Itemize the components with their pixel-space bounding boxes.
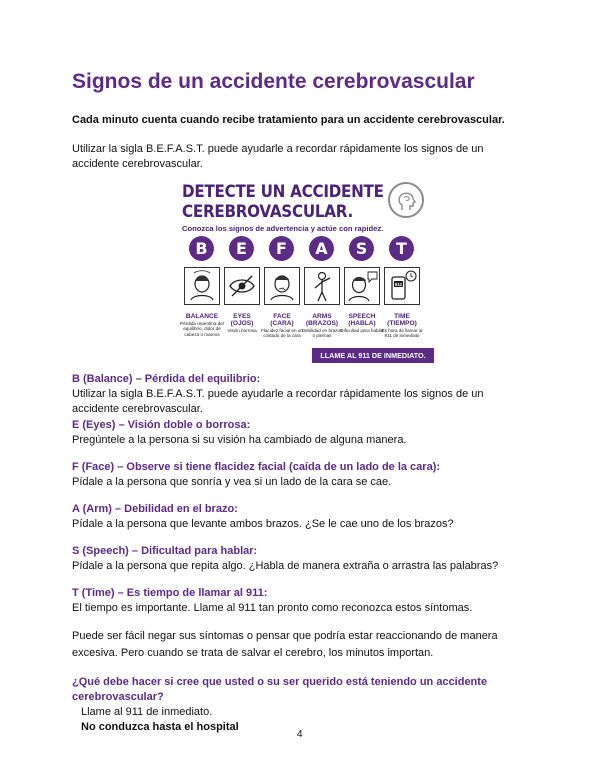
- section-time-body: El tiempo es importante. Llame al 911 tan pronto como reconozca estos síntomas.: [72, 602, 473, 614]
- label-face-en: FACE: [273, 313, 291, 320]
- answer-dont-drive: No conduzca hasta el hospital: [81, 721, 239, 733]
- blurred-eye-icon: [224, 267, 260, 305]
- intro-text: Utilizar la sigla B.E.F.A.S.T. puede ayudarle a recordar rápidamente los signos de un accidente cerebrovascular.: [72, 143, 484, 170]
- label-speech-en: SPEECH: [348, 313, 376, 320]
- label-eyes-en: EYES: [233, 313, 251, 320]
- section-time: [72, 586, 532, 616]
- label-eyes: [222, 313, 262, 327]
- page-title: Signos de un accidente cerebrovascular: [72, 70, 475, 93]
- call-911-banner: LLAME AL 911 DE INMEDIATO.: [312, 348, 434, 363]
- section-speech-body: Pídale a la persona que repita algo. ¿Habla de manera extraña o arrastra las palabras?: [72, 560, 499, 572]
- section-face: [72, 460, 532, 490]
- section-eyes: [72, 418, 532, 448]
- infographic-title: [182, 182, 384, 222]
- letter-b-badge: B: [189, 236, 214, 261]
- label-arms: [302, 313, 342, 327]
- infographic-subtitle: Conozca los signos de advertencia y actúe con rapidez.: [182, 224, 384, 233]
- section-speech-title: S (Speech) – Dificultad para hablar:: [72, 545, 258, 557]
- arm-weakness-icon: [304, 267, 340, 305]
- section-arm-title: A (Arm) – Debilidad en el brazo:: [72, 503, 238, 515]
- desc-balance: Pérdida repentina del equilibrio, dolor de cabeza o mareos: [180, 321, 224, 337]
- label-time-en: TIME: [394, 313, 410, 320]
- question-text: ¿Qué debe hacer si cree que usted o su ser querido está teniendo un accidente cerebrovascular?: [72, 676, 488, 703]
- desc-speech: Dificultad para hablar: [340, 328, 384, 333]
- drooping-face-icon: [264, 267, 300, 305]
- label-arms-en: ARMS: [312, 313, 332, 320]
- letter-s-badge: S: [349, 236, 374, 261]
- section-arm-body: Pídale a la persona que levante ambos brazos. ¿Se le cae uno de los brazos?: [72, 518, 454, 530]
- question-block: [72, 675, 542, 735]
- letter-t-badge: T: [389, 236, 414, 261]
- label-speech: [342, 313, 382, 327]
- desc-eyes: Visión borrosa: [227, 328, 257, 333]
- label-speech-es: (HABLA): [348, 320, 376, 327]
- section-arm: [72, 502, 532, 532]
- infographic-title-line1: DETECTE UN ACCIDENTE: [182, 182, 384, 201]
- desc-face: Flacidez facial en un costado de la cara: [261, 328, 303, 339]
- answer-call: Llame al 911 de inmediato.: [81, 706, 213, 718]
- label-time-es: (TIEMPO): [387, 320, 417, 327]
- brain-head-icon: [388, 182, 424, 218]
- section-speech: [72, 544, 532, 574]
- section-time-title: T (Time) – Es tiempo de llamar al 911:: [72, 587, 268, 599]
- page-number: 4: [297, 729, 303, 740]
- befast-infographic: [180, 180, 430, 366]
- label-arms-es: (BRAZOS): [305, 320, 339, 327]
- section-balance-title: B (Balance) – Pérdida del equilibrio:: [72, 373, 261, 385]
- dizzy-face-icon: [184, 267, 220, 305]
- label-face-es: (CARA): [270, 320, 294, 327]
- section-balance-body: Utilizar la sigla B.E.F.A.S.T. puede ayudarle a recordar rápidamente los signos de un accidente cerebrovascular.: [72, 388, 484, 415]
- letter-a-badge: A: [309, 236, 334, 261]
- section-face-title: F (Face) – Observe si tiene flacidez facial (caída de un lado de la cara):: [72, 461, 441, 473]
- label-time: [382, 313, 422, 327]
- section-eyes-body: Pregúntele a la persona si su visión ha cambiado de alguna manera.: [72, 434, 407, 446]
- label-balance: [182, 313, 222, 320]
- intro-bold: Cada minuto cuenta cuando recibe tratamiento para un accidente cerebrovascular.: [72, 114, 505, 126]
- infographic-title-line2: CEREBROVASCULAR.: [182, 202, 353, 221]
- label-face: [262, 313, 302, 327]
- label-balance-en: BALANCE: [185, 313, 219, 320]
- section-face-body: Pídale a la persona que sonría y vea si un lado de la cara se cae.: [72, 476, 392, 488]
- desc-time: Es hora de llamar al 911 de inmediato: [381, 328, 423, 339]
- phone-clock-icon: [384, 267, 420, 305]
- letter-e-badge: E: [229, 236, 254, 261]
- phone-911-text: 911: [394, 282, 403, 287]
- letter-f-badge: F: [269, 236, 294, 261]
- label-eyes-es: (OJOS): [230, 320, 254, 327]
- section-eyes-title: E (Eyes) – Visión doble o borrosa:: [72, 419, 251, 431]
- speech-difficulty-icon: [344, 267, 380, 305]
- closing-text: Puede ser fácil negar sus síntomas o pensar que podría estar reaccionando de manera excesiva. Pero cuando se trata de salvar el cerebro, los minutos importan.: [72, 630, 498, 659]
- section-balance: [72, 372, 532, 417]
- desc-arms: Debilidad en brazos o piernas: [301, 328, 343, 339]
